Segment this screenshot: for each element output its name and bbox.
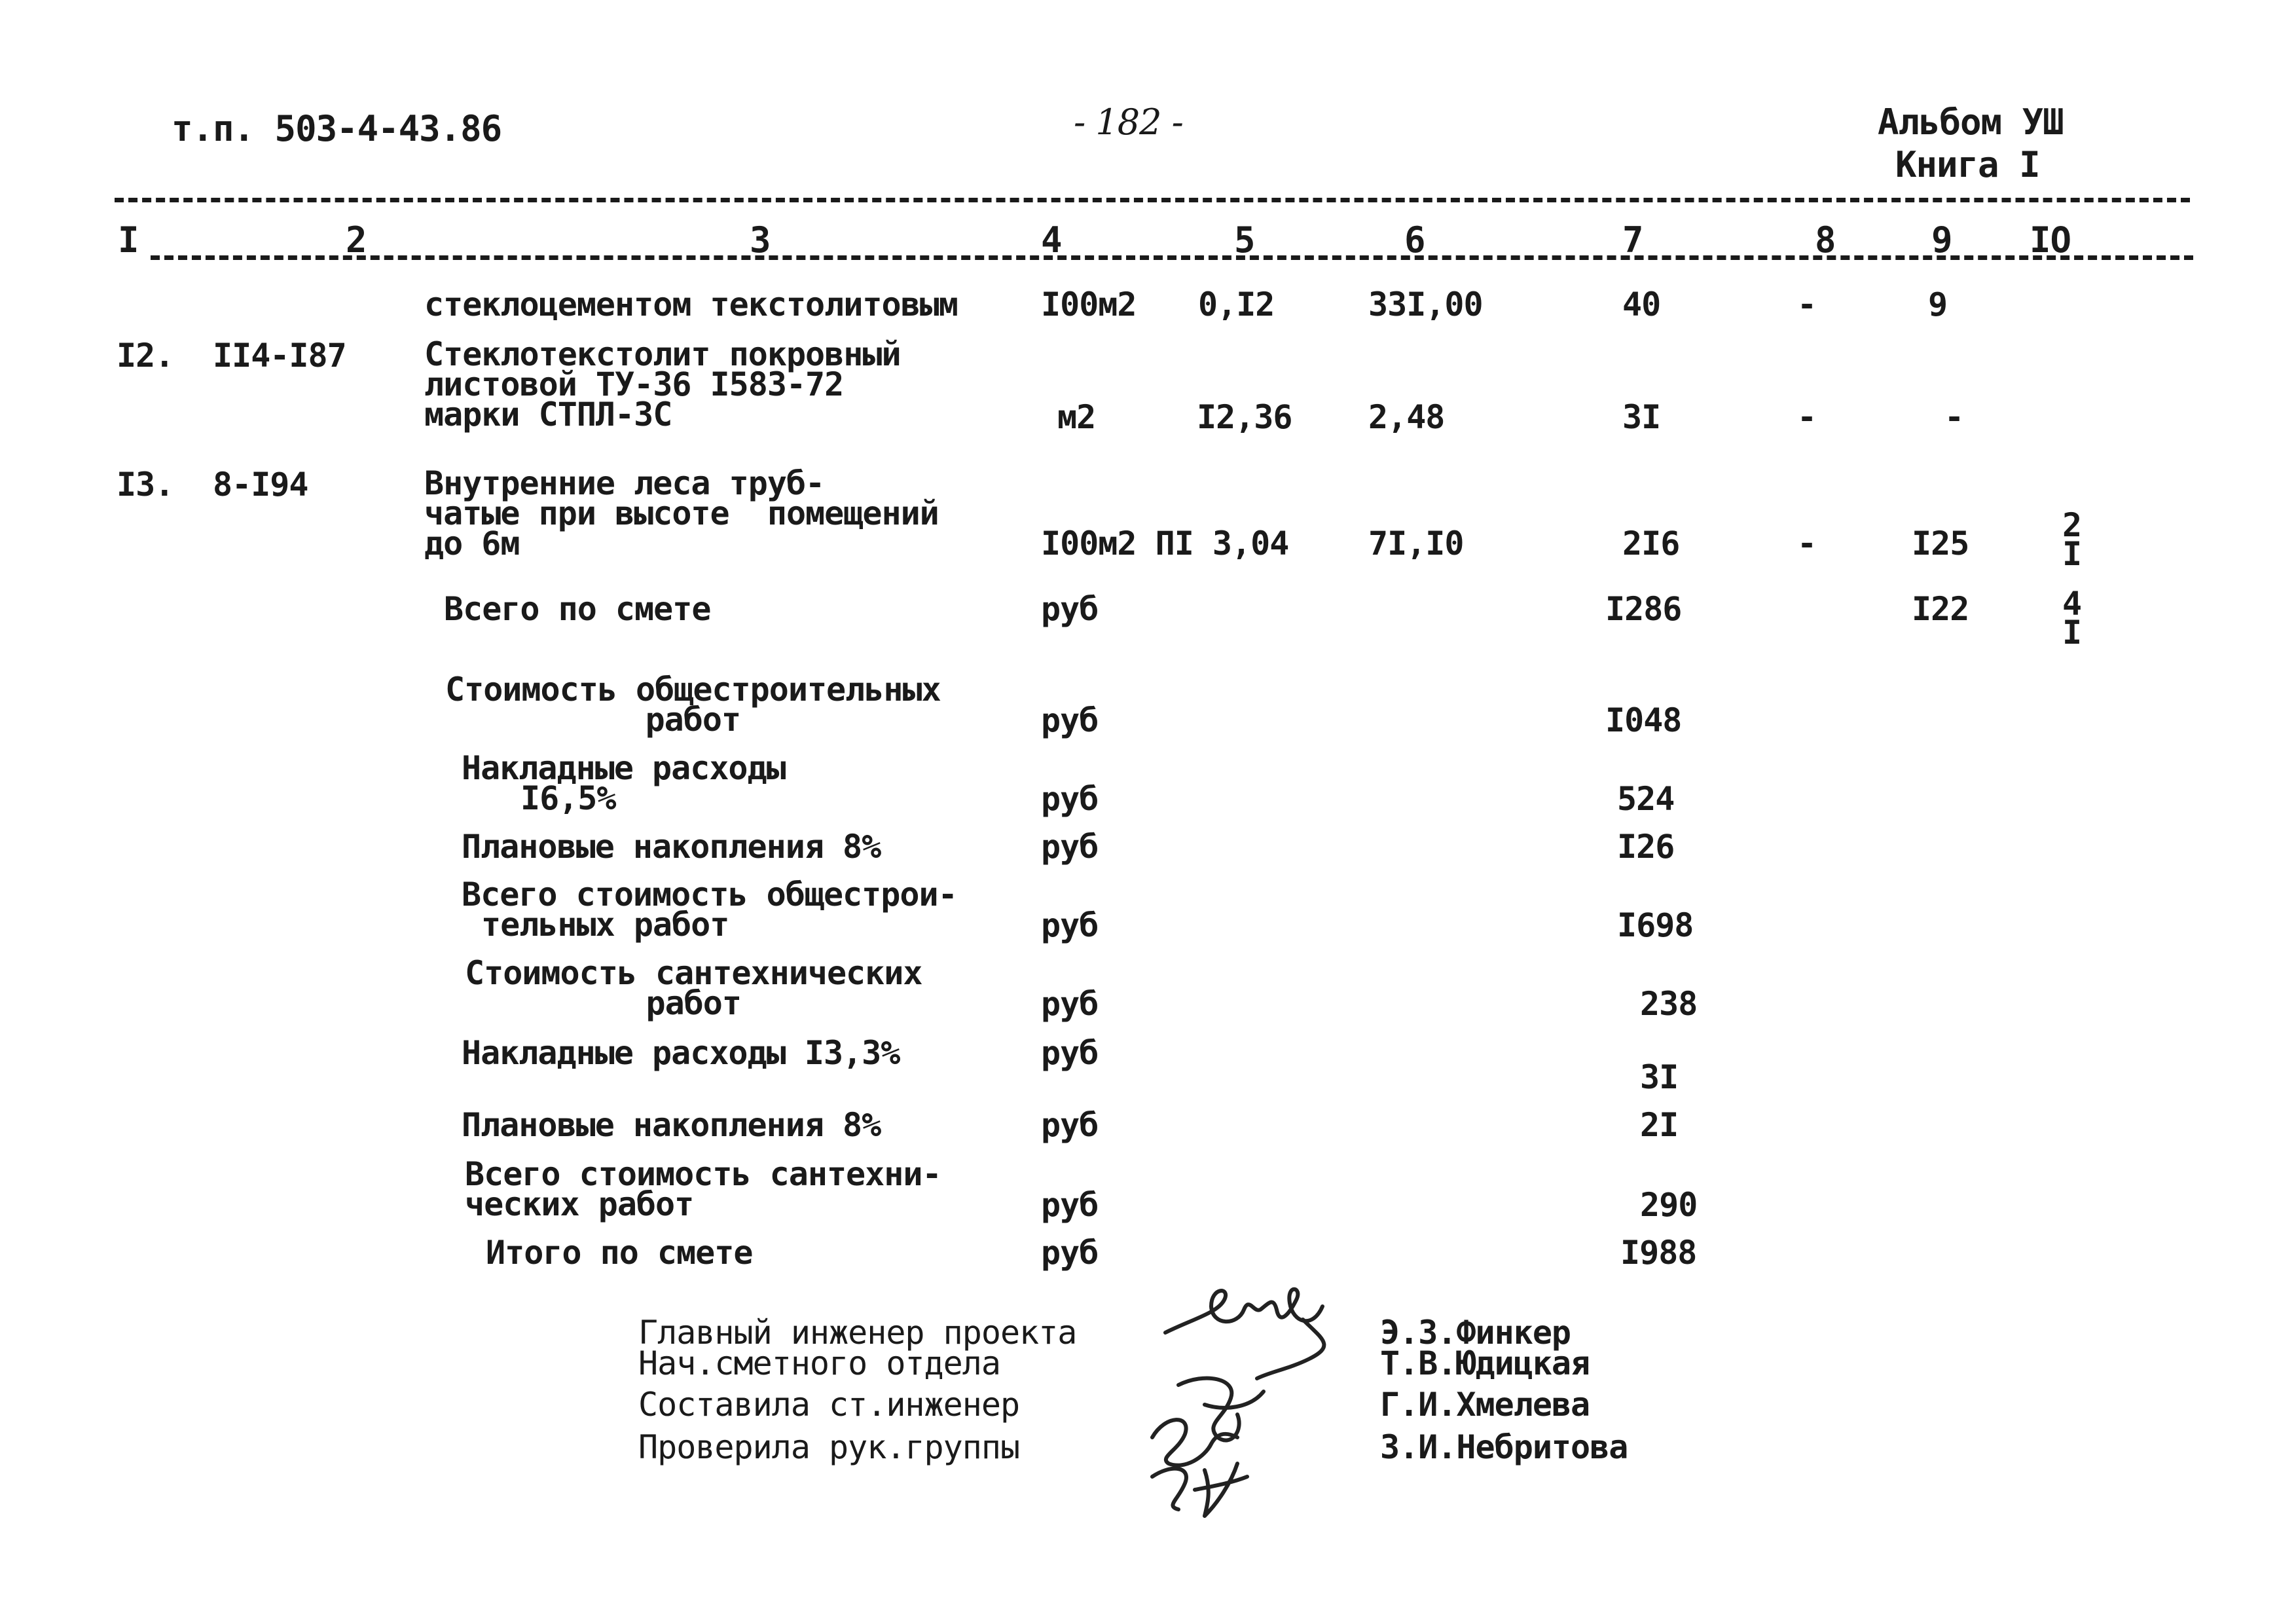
summary-7-total: 2I bbox=[1640, 1106, 1679, 1144]
summary-4-unit: руб bbox=[1041, 906, 1099, 944]
row-0-col8: - bbox=[1797, 286, 1817, 323]
summary-7-label: Плановые накопления 8% bbox=[462, 1106, 881, 1144]
row-13-number: I3. bbox=[117, 466, 174, 504]
signature-role-compiler: Составила ст.инженер bbox=[638, 1386, 1020, 1424]
row-12-qty: I2,36 bbox=[1197, 398, 1292, 436]
summary-0-col10: 4 I bbox=[2062, 585, 2083, 652]
row-13-price: 7I,I0 bbox=[1368, 525, 1464, 563]
summary-4-total: I698 bbox=[1617, 906, 1694, 944]
summary-8-label: Всего стоимость сантехни- ческих работ bbox=[465, 1155, 941, 1223]
row-12-col8: - bbox=[1797, 398, 1817, 436]
book-label: Книга I bbox=[1895, 144, 2040, 185]
signature-name-nebritova: З.И.Небритова bbox=[1380, 1428, 1628, 1466]
row-12-total: 3I bbox=[1622, 398, 1661, 436]
summary-5-label: Стоимость сантехнических работ bbox=[465, 954, 922, 1022]
summary-9-unit: руб bbox=[1041, 1234, 1099, 1272]
page-number: - 182 - bbox=[1074, 101, 1183, 143]
summary-7-unit: руб bbox=[1041, 1106, 1099, 1144]
summary-0-unit: руб bbox=[1041, 590, 1099, 628]
row-0-price: 33I,00 bbox=[1368, 286, 1483, 323]
summary-2-label: Накладные расходы I6,5% bbox=[462, 749, 786, 817]
col-header-1: I bbox=[118, 219, 139, 261]
summary-1-unit: руб bbox=[1041, 701, 1099, 739]
col-header-7: 7 bbox=[1622, 219, 1643, 261]
summary-8-total: 290 bbox=[1640, 1186, 1698, 1224]
row-0-col9: 9 bbox=[1928, 286, 1948, 323]
summary-0-col9: I22 bbox=[1912, 590, 1969, 628]
summary-6-label: Накладные расходы I3,3% bbox=[462, 1034, 900, 1072]
summary-0-total: I286 bbox=[1605, 590, 1682, 628]
row-0-name: стеклоцементом текстолитовым bbox=[424, 286, 958, 323]
col-header-8: 8 bbox=[1815, 219, 1836, 261]
row-12-code: II4-I87 bbox=[213, 337, 346, 375]
row-12-unit: м2 bbox=[1057, 398, 1096, 436]
summary-6-total: 3I bbox=[1640, 1058, 1679, 1096]
row-0-unit: I00м2 bbox=[1041, 286, 1137, 323]
row-13-total: 2I6 bbox=[1622, 525, 1680, 563]
row-13-col8: - bbox=[1797, 525, 1817, 563]
signature-role-chief-engineer: Главный инженер проекта bbox=[638, 1314, 1077, 1352]
summary-1-label: Стоимость общестроительных работ bbox=[445, 671, 941, 739]
summary-3-total: I26 bbox=[1617, 828, 1675, 866]
row-13-col10: 2 I bbox=[2062, 506, 2083, 573]
summary-9-total: I988 bbox=[1620, 1234, 1697, 1272]
row-12-col9: - bbox=[1944, 398, 1964, 436]
col-header-4: 4 bbox=[1041, 219, 1062, 261]
col-header-9: 9 bbox=[1931, 219, 1952, 261]
header-top-rule bbox=[115, 198, 2190, 202]
row-12-price: 2,48 bbox=[1368, 398, 1445, 436]
row-12-name: Стеклотекстолит покровный листовой ТУ-36 I583-72 марки СТПЛ-3С bbox=[424, 335, 901, 434]
summary-6-unit: руб bbox=[1041, 1034, 1099, 1072]
signature-role-checker: Проверила рук.группы bbox=[638, 1428, 1020, 1466]
document-code: т.п. 503-4-43.86 bbox=[172, 108, 502, 149]
header-bottom-rule bbox=[151, 255, 2193, 260]
summary-8-unit: руб bbox=[1041, 1186, 1099, 1224]
summary-3-label: Плановые накопления 8% bbox=[462, 828, 881, 866]
summary-0-label: Всего по смете bbox=[444, 590, 711, 628]
summary-5-unit: руб bbox=[1041, 985, 1099, 1023]
row-13-code: 8-I94 bbox=[213, 466, 308, 504]
col-header-5: 5 bbox=[1234, 219, 1255, 261]
col-header-3: 3 bbox=[750, 219, 771, 261]
handwritten-signatures bbox=[1139, 1274, 1375, 1522]
summary-2-total: 524 bbox=[1617, 780, 1675, 818]
summary-9-label: Итого по смете bbox=[486, 1234, 753, 1272]
col-header-10: IO bbox=[2030, 219, 2071, 261]
row-13-name: Внутренние леса труб- чатые при высоте помещений до 6м bbox=[424, 464, 939, 563]
row-0-total: 40 bbox=[1622, 286, 1661, 323]
col-header-2: 2 bbox=[346, 219, 367, 261]
row-12-number: I2. bbox=[117, 337, 174, 375]
summary-2-unit: руб bbox=[1041, 780, 1099, 818]
row-13-col9: I25 bbox=[1912, 525, 1969, 563]
signature-name-khmeleva: Г.И.Хмелева bbox=[1380, 1386, 1590, 1424]
album-label: Альбом УШ bbox=[1878, 101, 2064, 143]
summary-5-total: 238 bbox=[1640, 985, 1698, 1023]
summary-4-label: Всего стоимость общестрои- тельных работ bbox=[462, 876, 957, 944]
summary-1-total: I048 bbox=[1605, 701, 1682, 739]
signature-name-yuditskaya: Т.В.Юдицкая bbox=[1380, 1344, 1590, 1382]
signature-name-finker: Э.З.Финкер bbox=[1380, 1314, 1571, 1352]
col-header-6: 6 bbox=[1404, 219, 1425, 261]
row-0-qty: 0,I2 bbox=[1198, 286, 1275, 323]
summary-3-unit: руб bbox=[1041, 828, 1099, 866]
signature-role-estimate-head: Нач.сметного отдела bbox=[638, 1344, 1000, 1382]
row-13-unit: I00м2 ПI 3,04 bbox=[1041, 525, 1289, 563]
